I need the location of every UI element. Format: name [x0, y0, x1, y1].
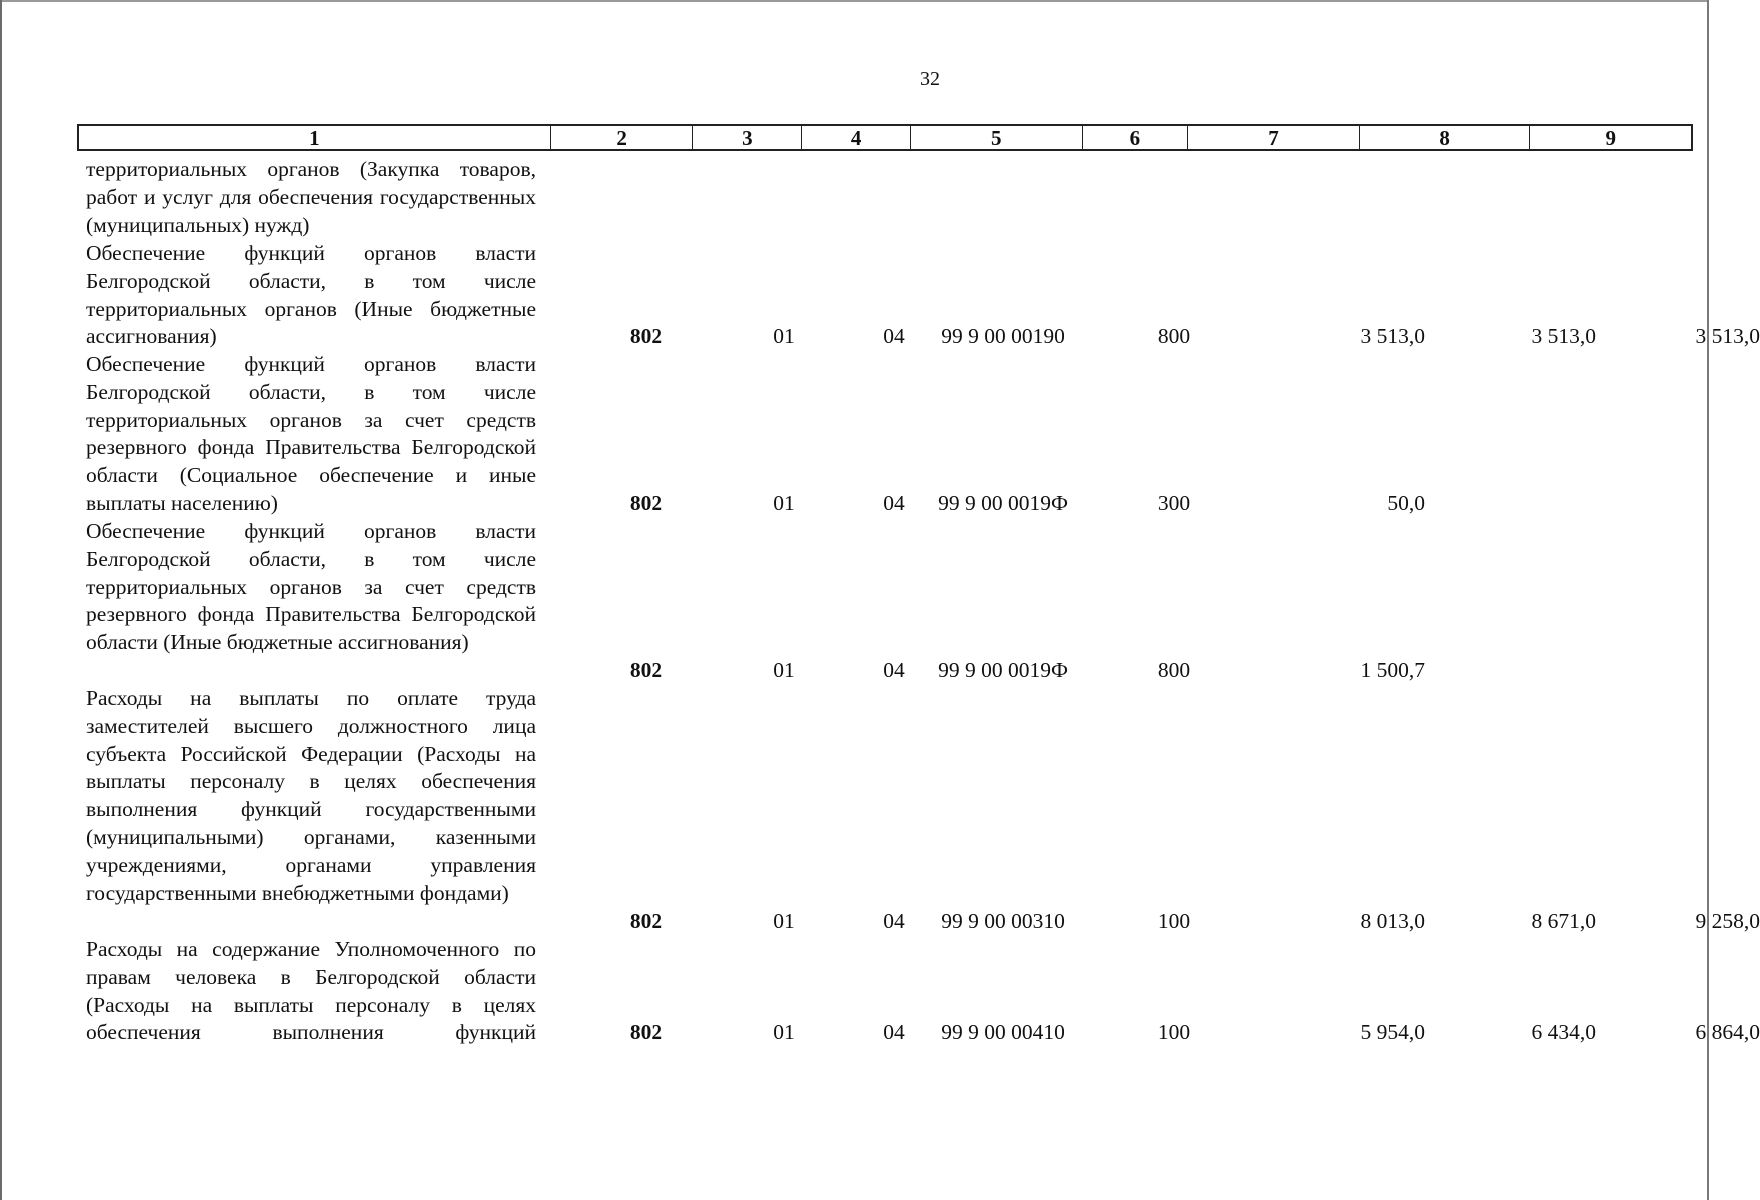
row-col7: 50,0 — [1387, 491, 1425, 516]
column-header-5: 5 — [911, 126, 1083, 149]
row-col4: 04 — [883, 909, 905, 934]
row-col2: 802 — [629, 324, 663, 349]
row-col3: 01 — [773, 491, 795, 516]
row-col4: 04 — [883, 324, 905, 349]
table-header-row — [77, 124, 1693, 151]
row-col8: 8 671,0 — [1531, 909, 1596, 934]
row-col5: 99 9 00 00310 — [941, 909, 1065, 934]
table-row — [77, 156, 1693, 240]
column-header-8: 8 — [1360, 126, 1531, 149]
row-col6: 800 — [1157, 658, 1191, 683]
column-header-2: 2 — [551, 126, 694, 149]
row-col6: 100 — [1157, 1020, 1191, 1045]
row-col6: 100 — [1157, 909, 1191, 934]
row-description: территориальных органов (Закупка товаров, работ и услуг для обеспечения государственных (муниципальных) нужд) — [86, 157, 536, 237]
row-description: Обеспечение функций органов власти Белгородской области, в том числе территориальных органов за счет средств резервного фонда Правительства Белгородской области (Социальное обеспечение и иные выплаты населению) — [86, 352, 536, 515]
column-header-1: 1 — [79, 126, 551, 149]
row-col6: 800 — [1157, 324, 1191, 349]
row-col2: 802 — [629, 909, 663, 934]
row-col4: 04 — [883, 658, 905, 683]
row-col7: 8 013,0 — [1360, 909, 1425, 934]
row-col4: 04 — [883, 491, 905, 516]
row-col5: 99 9 00 00190 — [941, 324, 1065, 349]
column-header-3: 3 — [693, 126, 802, 149]
row-col2: 802 — [629, 1020, 663, 1045]
row-col8: 6 434,0 — [1531, 1020, 1596, 1045]
column-header-4: 4 — [802, 126, 911, 149]
row-col5: 99 9 00 0019Ф — [938, 658, 1068, 683]
row-col5: 99 9 00 0019Ф — [938, 491, 1068, 516]
row-col2: 802 — [629, 491, 663, 516]
row-col7: 5 954,0 — [1360, 1020, 1425, 1045]
row-col8: 3 513,0 — [1531, 324, 1596, 349]
column-header-9: 9 — [1605, 126, 1616, 150]
row-description: Расходы на содержание Уполномоченного по правам человека в Белгородской области (Расходы на выплаты персоналу в целях обеспечения выполнения функций — [86, 937, 536, 1045]
row-col9: 9 258,0 — [1695, 909, 1760, 934]
table-row — [77, 518, 1693, 685]
row-col3: 01 — [773, 658, 795, 683]
scan-edge-left — [0, 0, 2, 1200]
row-col7: 1 500,7 — [1360, 658, 1425, 683]
row-col6: 300 — [1157, 491, 1191, 516]
row-col3: 01 — [773, 1020, 795, 1045]
row-col3: 01 — [773, 324, 795, 349]
row-description: Расходы на выплаты по оплате труда заместителей высшего должностного лица субъекта Российской Федерации (Расходы на выплаты персоналу в целях обеспечения выполнения функций государственными (муниципальными) органами, казенными учреждениями, органами управления государственными внебюджетными фондами) — [86, 686, 536, 905]
row-col4: 04 — [883, 1020, 905, 1045]
row-col2: 802 — [629, 658, 663, 683]
row-description: Обеспечение функций органов власти Белгородской области, в том числе территориальных органов (Иные бюджетные ассигнования) — [86, 241, 536, 349]
row-col9: 3 513,0 — [1695, 324, 1760, 349]
row-description: Обеспечение функций органов власти Белгородской области, в том числе территориальных органов за счет средств резервного фонда Правительства Белгородской области (Иные бюджетные ассигнования) — [86, 519, 536, 655]
column-header-7: 7 — [1188, 126, 1360, 149]
table-row — [77, 936, 1760, 1047]
row-col3: 01 — [773, 909, 795, 934]
table-row — [77, 351, 1693, 518]
column-header-6: 6 — [1083, 126, 1189, 149]
table-row — [77, 240, 1760, 351]
row-col9: 6 864,0 — [1695, 1020, 1760, 1045]
row-col7: 3 513,0 — [1360, 324, 1425, 349]
table-row — [77, 685, 1760, 936]
row-col5: 99 9 00 00410 — [941, 1020, 1065, 1045]
page-number: 32 — [920, 68, 940, 90]
scan-edge-top — [0, 0, 1709, 2]
